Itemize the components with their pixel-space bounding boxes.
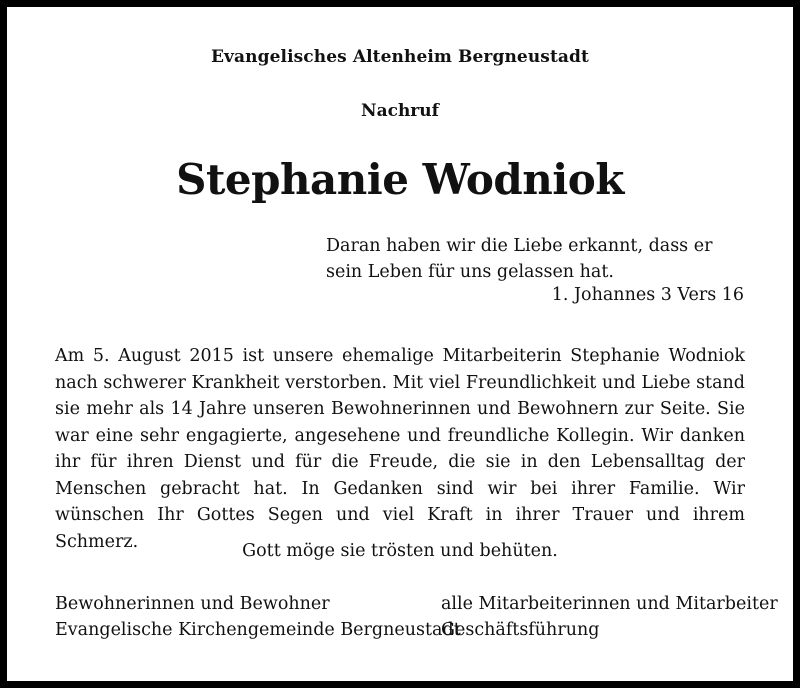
text-line: Menschen gebracht hat. In Gedanken sind wir bei ihrer Familie. Wir <box>55 478 745 499</box>
signatory: alle Mitarbeiterinnen und Mitarbeiter <box>441 594 778 614</box>
verse-line: Daran haben wir die Liebe erkannt, dass er <box>326 236 713 256</box>
verse-reference: 1. Johannes 3 Vers 16 <box>551 285 744 305</box>
heading-nachruf: Nachruf <box>361 101 439 121</box>
text-line: Am 5. August 2015 ist unsere ehemalige Mitarbeiterin Stephanie Wodniok <box>55 346 745 366</box>
bible-verse <box>326 233 712 285</box>
closing-blessing: Gott möge sie trösten und behüten. <box>242 541 558 561</box>
text-line: nach schwerer Krankheit verstorben. Mit viel Freundlichkeit und Liebe stand <box>55 372 745 393</box>
signature-right <box>441 591 778 643</box>
obituary-text <box>55 343 745 555</box>
deceased-name: Stephanie Wodniok <box>176 155 624 204</box>
verse-line: sein Leben für uns gelassen hat. <box>326 262 614 282</box>
signatory: Bewohnerinnen und Bewohner <box>55 594 330 614</box>
text-line: ihr für ihren Dienst und für die Freude, die sie in den Lebensalltag der <box>55 452 745 472</box>
text-line: wünschen Ihr Gottes Segen und viel Kraft in ihrer Trauer und ihrem Schmerz. <box>55 505 745 552</box>
signature-left <box>55 591 461 643</box>
signatory: Evangelische Kirchengemeinde Bergneustadt <box>55 620 461 640</box>
text-line: sie mehr als 14 Jahre unseren Bewohnerinnen und Bewohnern zur Seite. Sie <box>55 399 745 419</box>
organization-name: Evangelisches Altenheim Bergneustadt <box>211 47 589 67</box>
text-line: war eine sehr engagierte, angesehene und freundliche Kollegin. Wir danken <box>55 425 745 446</box>
signatory: Geschäftsführung <box>441 620 600 640</box>
